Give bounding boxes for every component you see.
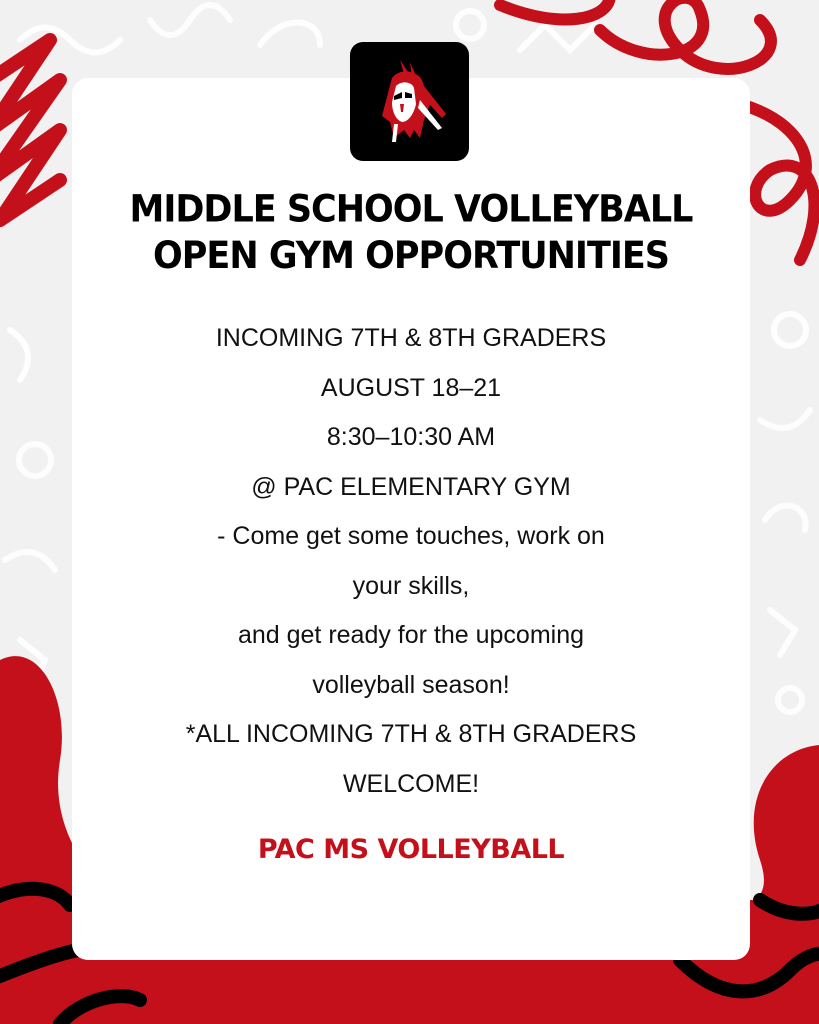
detail-line: volleyball season! [312, 670, 510, 699]
detail-line: your skills, [352, 571, 470, 600]
detail-line: WELCOME! [342, 769, 480, 798]
detail-line: INCOMING 7TH & 8TH GRADERS [215, 324, 607, 352]
red-squiggle-left [0, 40, 60, 220]
detail-line: 8:30–10:30 AM [326, 423, 496, 451]
detail-line: @ PAC ELEMENTARY GYM [251, 472, 571, 501]
page-title [72, 186, 750, 279]
title-line-1: MIDDLE SCHOOL VOLLEYBALL [129, 188, 693, 231]
title-line-2: OPEN GYM OPPORTUNITIES [153, 235, 669, 278]
logo-badge [350, 42, 469, 161]
event-details [72, 314, 750, 809]
detail-line: - Come get some touches, work on [217, 522, 605, 550]
red-blob-right [740, 745, 819, 910]
detail-line: AUGUST 18–21 [320, 373, 502, 402]
mascot-head-icon [350, 42, 469, 161]
detail-line: *ALL INCOMING 7TH & 8TH GRADERS [185, 720, 637, 748]
detail-line: and get ready for the upcoming [237, 621, 585, 649]
team-name: PAC MS VOLLEYBALL [257, 834, 565, 865]
